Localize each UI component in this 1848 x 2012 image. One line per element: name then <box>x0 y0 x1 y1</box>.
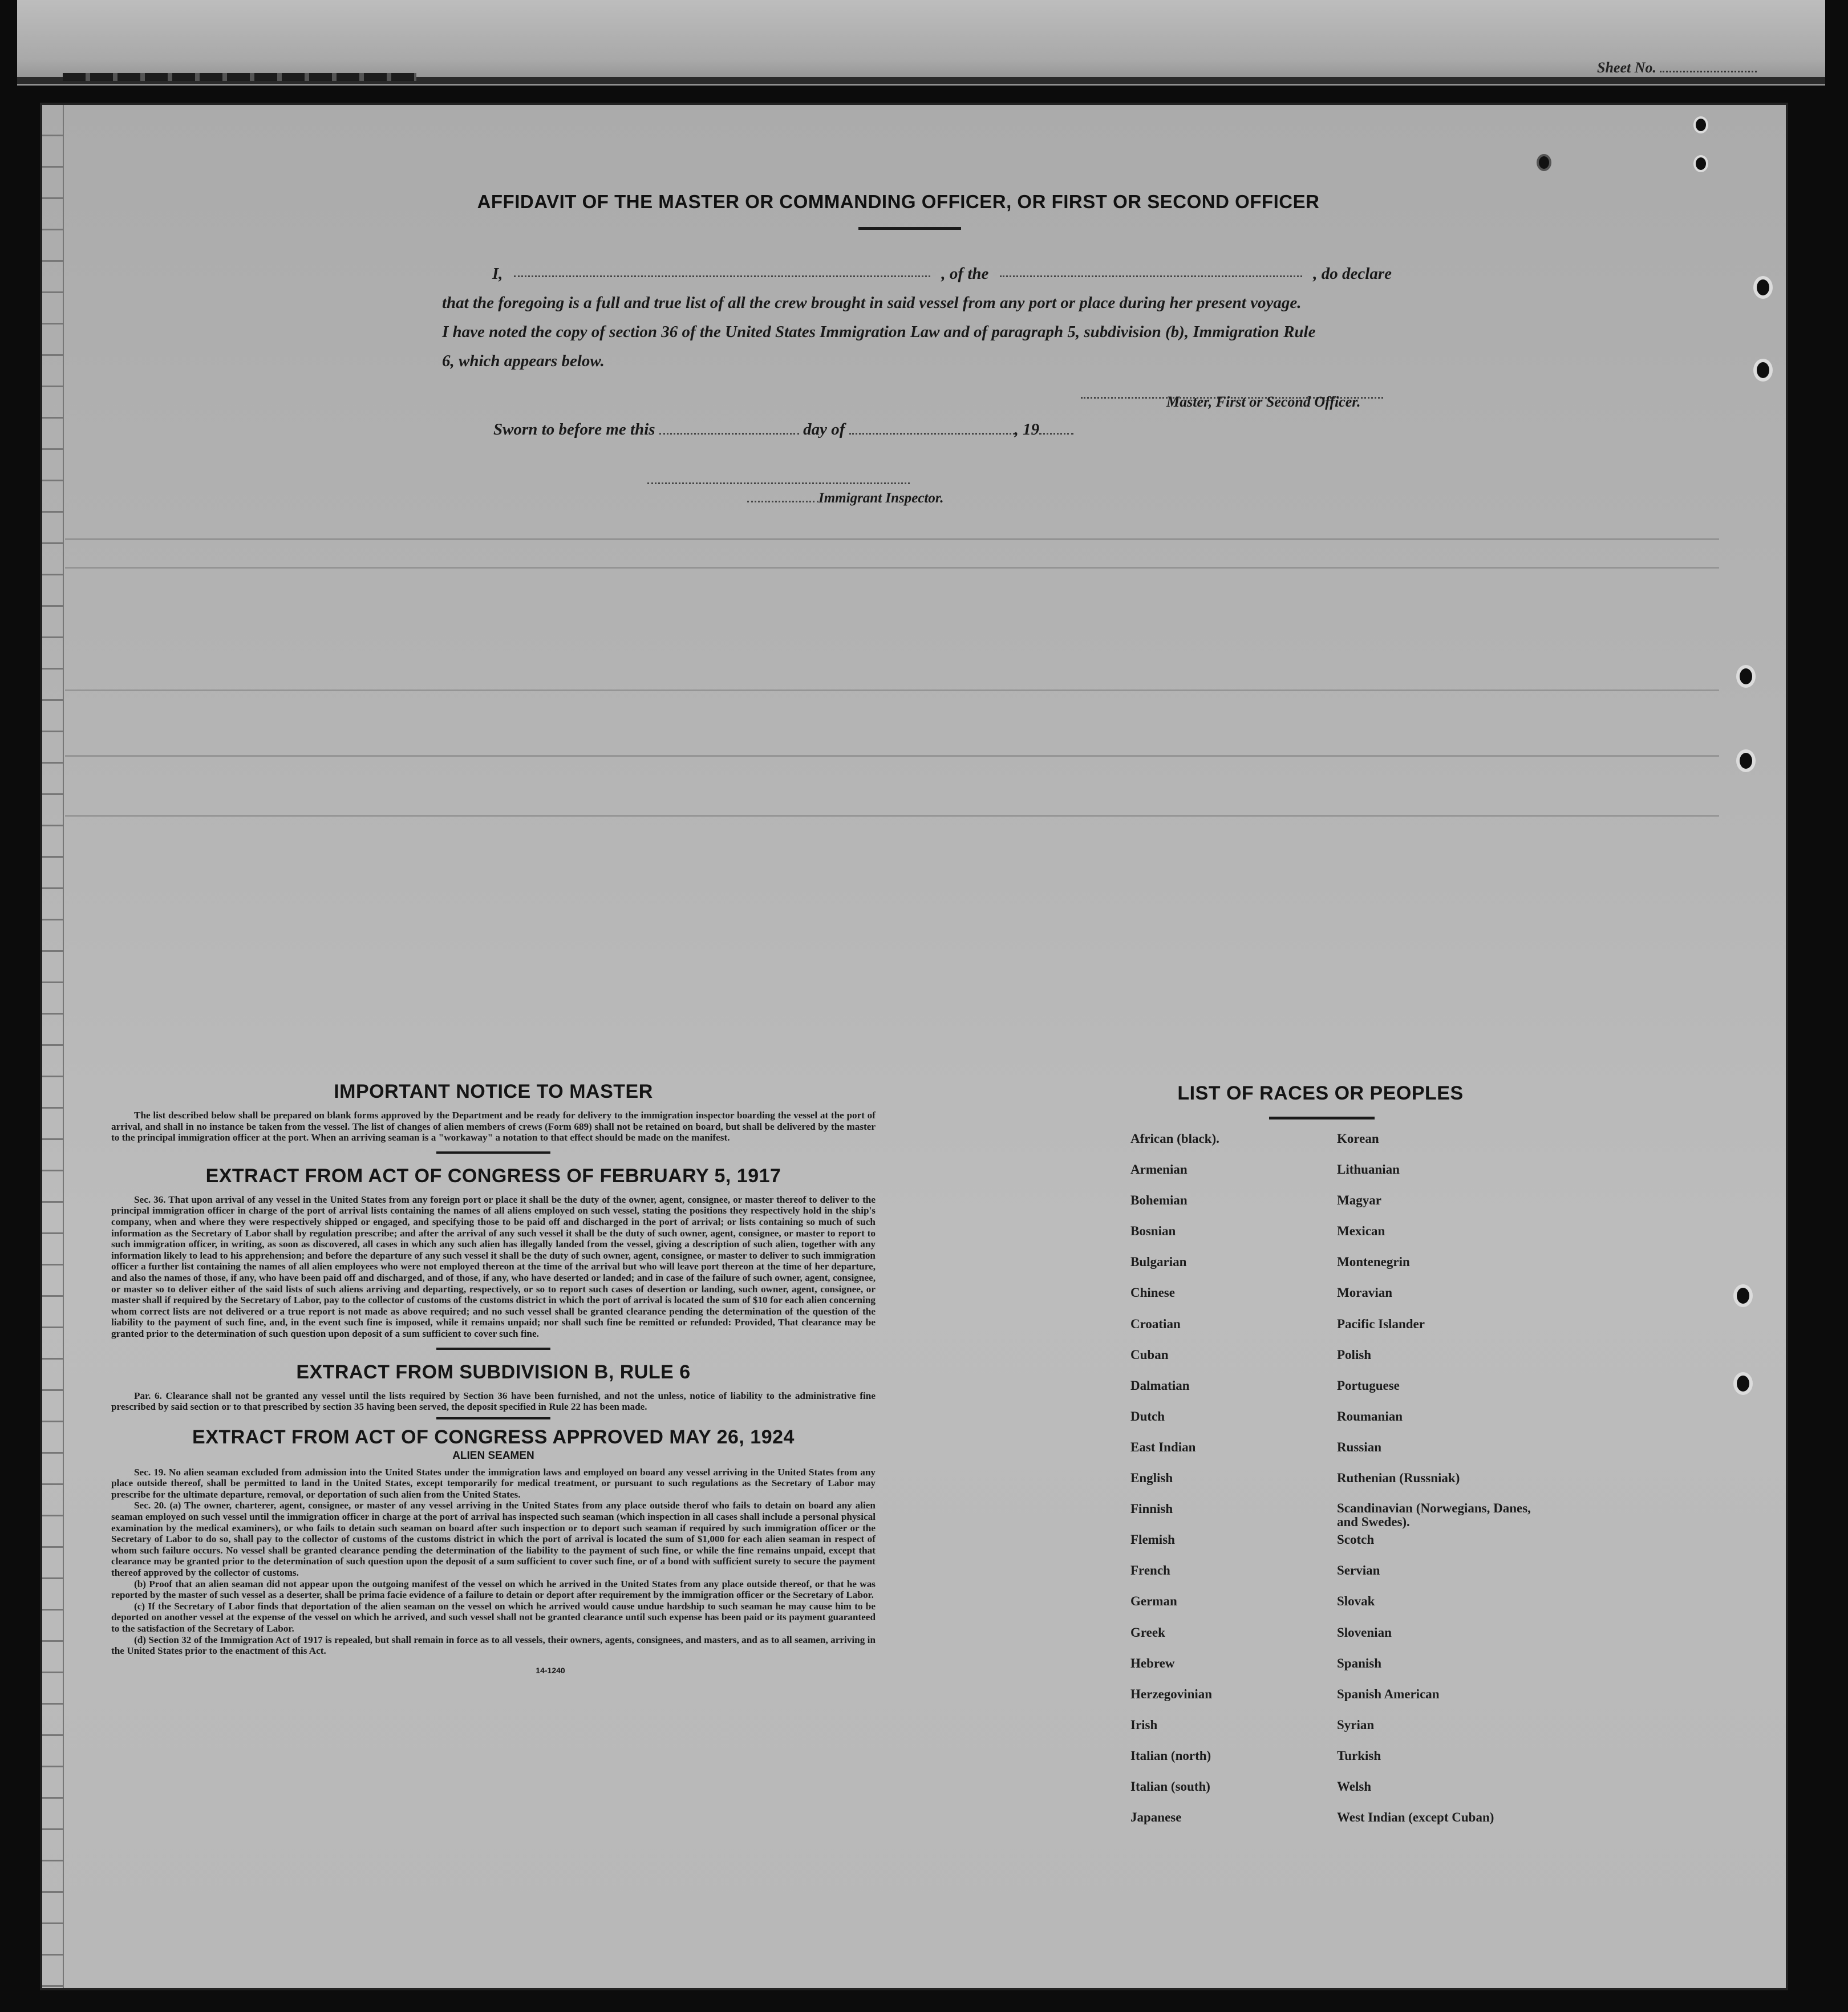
race-item: Greek <box>1130 1625 1165 1640</box>
label-of-the: , of the <box>941 265 989 283</box>
race-item: Bulgarian <box>1130 1255 1187 1269</box>
race-item: Italian (south) <box>1130 1779 1210 1794</box>
binder-hole <box>1753 359 1773 382</box>
master-signature-label: Master, First or Second Officer. <box>1166 394 1361 410</box>
affidavit-line-4: 6, which appears below. <box>442 352 605 370</box>
race-item: Scandinavian (Norwegians, Danes, and Swedes). <box>1337 1501 1531 1530</box>
race-item: East Indian <box>1130 1439 1196 1454</box>
binder-hole <box>1693 116 1708 133</box>
extract-1924-sec20a: Sec. 20. (a) The owner, charterer, agent, consignee, or master of any vessel arriving in the United States from any place outside therof who fails to detain on board any alien seaman employed on such vessel until the immigration officer in charge at the port of arrival has inspected such seaman (which inspection in all cases shall include a personal physical examination by the medical examiners), or who fails to detain such seaman on board after such inspection or to deport such seaman if required by such immigration officer or the Secretary of Labor to do so, shall pay to the collector of customs of the customs district in which the port of arrival is located the sum of $1,000 for each alien seaman in respect of whom such failure occurs. No vessel shall be granted clearance pending the determination of the liability to the payment of such fine, or while the fine remains unpaid, except that clearance may be granted prior to the determination of such question upon the deposit of a sum sufficient to cover such fine, or of a bond with sufficient surety to secure the payment thereof approved by the collector of customs. <box>111 1500 876 1579</box>
inspector-line <box>747 489 944 506</box>
binder-hole <box>1733 1284 1753 1307</box>
race-item: Pacific Islander <box>1337 1316 1425 1331</box>
bleed-through-line <box>65 815 1719 817</box>
sworn-label: Sworn to before me this <box>493 420 655 439</box>
underlying-sheet-edge <box>17 0 1825 86</box>
day-blank <box>659 420 799 435</box>
affidavit-line-3: I have noted the copy of section 36 of the United States Immigration Law and of paragraph 5, subdivision (b), Immigration Rule <box>442 323 1316 341</box>
extract-rule6-body: Par. 6. Clearance shall not be granted any vessel until the lists required by Section 36 have been furnished, and not the unless, notice of liability to the administrative fine prescribed by said section or to that prescribed by section 35 having been served, the deposit specified in Rule 22 has been made. <box>111 1390 876 1413</box>
inspector-label: Immigrant Inspector. <box>818 490 944 506</box>
day-of-label: day of <box>803 420 845 439</box>
bleed-through-line <box>65 538 1719 540</box>
sheet-number-blank <box>1660 71 1757 72</box>
affidavit-title: AFFIDAVIT OF THE MASTER OR COMMANDING OFFICER, OR FIRST OR SECOND OFFICER <box>477 191 1320 212</box>
affidavit-body <box>442 259 1392 376</box>
race-item: Ruthenian (Russniak) <box>1337 1471 1460 1486</box>
race-item: Cuban <box>1130 1347 1169 1362</box>
binder-hole <box>1736 749 1756 772</box>
extract-1917-body: Sec. 36. That upon arrival of any vessel in the United States from any foreign port or place it shall be the duty of the owner, agent, consignee, or master thereof to deliver to the principal immigration officer in charge of the port of arrival lists containing the names of all aliens employed on such vessel, stating the positions they respectively hold in the ship's company, when and where they were respectively shipped or engaged, and specifying those to be paid off and discharged in the port of arrival; or lists containing so much of such information as the Secretary of Labor shall by regulation prescribe; and after the arrival of any such vessel it shall be the duty of such owner, agent, consignee, or master to report to such immigration officer, in writing, as soon as discovered, all cases in which any such alien has illegally landed from the vessel, giving a description of such alien, together with any information likely to lead to his apprehension; and before the departure of any such vessel it shall be the duty of such owner, agent, consignee, or master to deliver to such immigration officer a further list containing the names of all alien employees who were not employed thereon at the time of the arrival but who will leave port thereon at the time of her departure, and also the names of those, if any, who have been paid off and discharged, and of those, if any, who have deserted or landed; and in case of the failure of such owner, agent, consignee, or master so to deliver either of the said lists of such aliens arriving and departing, respectively, or so to report such cases of desertion or landing, such owner, agent, consignee, or master shall if required by the Secretary of Labor, pay to the collector of customs of the customs district in which the port of arrival is located the sum of $10 for each alien concerning whom correct lists are not delivered or a true report is not made as above required; and no such vessel shall be granted clearance pending the determination of the question of the liability to the payment of such fine, and, in the event such fine is imposed, while it remains unpaid; nor shall such fine be remitted or refunded: Provided, That clearance may be granted prior to the determination of such question upon deposit of a sum sufficient to cover such fine. <box>111 1194 876 1339</box>
race-item: Polish <box>1337 1347 1372 1362</box>
race-item: Slovenian <box>1337 1625 1392 1640</box>
race-item: West Indian (except Cuban) <box>1337 1810 1494 1825</box>
sheet-number-field <box>1597 59 1757 76</box>
race-item: Bohemian <box>1130 1193 1188 1208</box>
races-title-rule <box>1269 1117 1375 1119</box>
race-item: Lithuanian <box>1337 1162 1400 1177</box>
section-divider <box>436 1348 550 1350</box>
race-item: German <box>1130 1594 1177 1609</box>
affidavit-line-2: that the foregoing is a full and true list of all the crew brought in said vessel from any port or place during her present voyage. <box>442 294 1302 312</box>
year-label: , 19 <box>1014 420 1040 439</box>
binder-hole <box>1693 155 1708 172</box>
race-item: Flemish <box>1130 1532 1175 1547</box>
label-i: I, <box>492 265 503 283</box>
race-item: Dalmatian <box>1130 1378 1190 1393</box>
race-item: Montenegrin <box>1337 1255 1410 1269</box>
race-item: Hebrew <box>1130 1656 1175 1670</box>
race-item: Herzegovinian <box>1130 1686 1213 1701</box>
race-item: English <box>1130 1471 1173 1486</box>
race-item: Mexican <box>1337 1224 1385 1239</box>
bleed-through-line <box>65 567 1719 569</box>
race-item: Finnish <box>1130 1502 1173 1516</box>
race-item: Magyar <box>1337 1193 1381 1208</box>
race-item: Roumanian <box>1337 1409 1403 1423</box>
extract-1917-title: EXTRACT FROM ACT OF CONGRESS OF FEBRUARY 5, 1917 <box>205 1165 781 1187</box>
extract-1924-sec20b: (b) Proof that an alien seaman did not appear upon the outgoing manifest of the vessel on which he arrived in the United States from any place outside thereof, or that he was reported by the master of such vessel as a deserter, shall be prima facie evidence of a failure to detain or deport after requirement by the immigration officer or the Secretary of Labor. <box>111 1578 876 1601</box>
notice-title: IMPORTANT NOTICE TO MASTER <box>334 1081 653 1102</box>
race-item: Chinese <box>1130 1285 1175 1300</box>
month-blank <box>849 420 1015 435</box>
race-item: Armenian <box>1130 1162 1188 1177</box>
races-list <box>1130 1131 1541 1841</box>
binder-hole <box>1733 1372 1753 1395</box>
extract-1924-sec20d: (d) Section 32 of the Immigration Act of 1917 is repealed, but shall remain in force as to all vessels, their owners, agents, consignees, and masters, and as to all seamen, arriving in the United States prior to the enactment of this Act. <box>111 1634 876 1657</box>
race-item: Japanese <box>1130 1810 1182 1825</box>
section-divider <box>436 1151 550 1154</box>
bleed-through-line <box>65 755 1719 757</box>
vessel-blank <box>1000 259 1302 277</box>
punch-mark <box>1537 154 1551 171</box>
race-item: Croatian <box>1130 1316 1181 1331</box>
races-title: LIST OF RACES OR PEOPLES <box>1177 1082 1464 1104</box>
sworn-line <box>493 420 1073 439</box>
bleed-through-line <box>65 689 1719 691</box>
race-item: Turkish <box>1337 1748 1381 1763</box>
race-item: Portuguese <box>1337 1378 1400 1393</box>
race-item: Bosnian <box>1130 1224 1176 1239</box>
race-item: Spanish <box>1337 1656 1382 1670</box>
notice-column <box>111 1081 876 1675</box>
affidavit-line-1 <box>442 259 1392 289</box>
extract-1924-sec20c: (c) If the Secretary of Labor finds that deportation of the alien seaman on the vessel on which he arrived would cause undue hardship to such seaman he may cause him to be deported on another vessel at the expense of the vessel on which he arrived, and such vessel shall not be granted clearance until such expense has been paid or its payment guaranteed to the satisfaction of the Secretary of Labor. <box>111 1600 876 1634</box>
race-item: Irish <box>1130 1717 1158 1732</box>
race-item: Spanish American <box>1337 1686 1440 1701</box>
race-item: Korean <box>1337 1131 1379 1146</box>
label-do-declare: , do declare <box>1313 265 1392 283</box>
race-item: Slovak <box>1337 1594 1375 1609</box>
race-item: Dutch <box>1130 1409 1165 1423</box>
name-blank <box>514 259 930 277</box>
notice-body: The list described below shall be prepared on blank forms approved by the Department and be ready for delivery to the immigration inspector boarding the vessel at the port of arrival, and shall in no instance be taken from the vessel. The list of changes of alien members of crews (Form 689) shall not be retained on board, but shall be delivered by the master to the principal immigration officer at the port. When an arriving seaman is a "workaway" a notation to that effect should be made on the manifest. <box>111 1110 876 1143</box>
race-item: Syrian <box>1337 1717 1375 1732</box>
extract-rule6-title: EXTRACT FROM SUBDIVISION B, RULE 6 <box>296 1361 691 1383</box>
race-item: Moravian <box>1337 1285 1393 1300</box>
printer-imprint <box>63 73 416 81</box>
title-rule <box>858 227 961 230</box>
race-item: African (black). <box>1130 1131 1219 1146</box>
race-item: French <box>1130 1563 1170 1578</box>
race-item: Servian <box>1337 1563 1380 1578</box>
section-divider <box>436 1417 550 1419</box>
race-item: Russian <box>1337 1439 1381 1454</box>
form-number: 14-1240 <box>536 1665 565 1675</box>
extract-1924-sec19: Sec. 19. No alien seaman excluded from admission into the United States under the immigration laws and employed on board any vessel arriving in the United States from any place outside thereof, shall be permitted to land in the United States, except temporarily for medical treatment, or pursuant to such regulations as the Secretary of Labor may prescribe for the ultimate departure, removal, or deportation of such alien from the United States. <box>111 1466 876 1500</box>
alien-seamen-subtitle: ALIEN SEAMEN <box>452 1449 534 1462</box>
race-item: Italian (north) <box>1130 1748 1211 1763</box>
inspector-lead-dots <box>747 489 818 502</box>
extract-1924-title: EXTRACT FROM ACT OF CONGRESS APPROVED MAY 26, 1924 <box>192 1426 795 1448</box>
inspector-signature-blank <box>647 467 910 484</box>
left-margin-grid <box>42 105 64 1988</box>
race-item: Scotch <box>1337 1532 1375 1547</box>
sheet-number-label: Sheet No. <box>1597 59 1656 76</box>
binder-hole <box>1753 276 1773 299</box>
year-blank <box>1039 420 1073 435</box>
race-item: Welsh <box>1337 1779 1372 1794</box>
binder-hole <box>1736 665 1756 688</box>
